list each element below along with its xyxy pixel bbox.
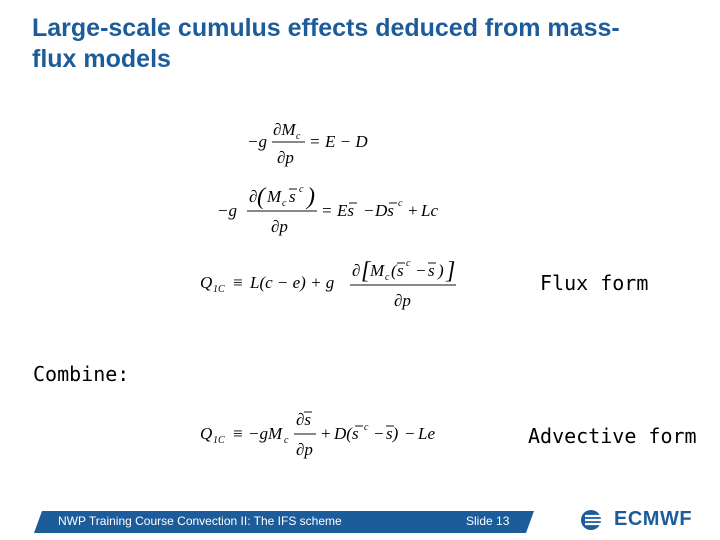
slide-title: Large-scale cumulus effects deduced from mass-flux models bbox=[32, 14, 620, 73]
svg-text:Ds: Ds bbox=[375, 201, 394, 220]
svg-text:Es: Es bbox=[337, 201, 354, 220]
equation-heat-flux bbox=[215, 178, 455, 240]
ecmwf-logo bbox=[580, 508, 692, 531]
svg-text:∂p: ∂p bbox=[271, 217, 288, 236]
svg-text:c: c bbox=[385, 272, 390, 283]
svg-text:c: c bbox=[398, 198, 403, 209]
flux-form-label: Flux form bbox=[540, 271, 649, 295]
svg-text:M: M bbox=[370, 261, 385, 280]
combine-label: Combine: bbox=[33, 362, 130, 386]
svg-text:c: c bbox=[282, 198, 287, 209]
svg-text:E − D: E − D bbox=[325, 132, 368, 151]
svg-text:c: c bbox=[296, 131, 301, 142]
svg-text:=: = bbox=[321, 201, 333, 220]
svg-text:s: s bbox=[397, 261, 404, 280]
svg-text:D(s: D(s bbox=[334, 424, 359, 443]
svg-text:(: ( bbox=[391, 261, 397, 280]
svg-text:∂: ∂ bbox=[249, 187, 258, 206]
svg-text:−g: −g bbox=[217, 201, 237, 220]
svg-text:∂p: ∂p bbox=[277, 148, 294, 167]
svg-text:+: + bbox=[320, 424, 332, 443]
equation-q1c-advective-form bbox=[200, 405, 480, 467]
svg-text:−: − bbox=[415, 261, 427, 280]
logo-text: ECMWF bbox=[614, 508, 693, 530]
svg-text:s): s) bbox=[386, 424, 399, 443]
svg-text:≡: ≡ bbox=[232, 273, 244, 292]
equation-mass-flux bbox=[245, 115, 405, 175]
svg-text:≡: ≡ bbox=[232, 424, 244, 443]
svg-text:s: s bbox=[428, 261, 435, 280]
svg-text:[: [ bbox=[361, 258, 371, 284]
equation-q1c-flux-form bbox=[200, 252, 480, 314]
svg-text:Le: Le bbox=[418, 424, 435, 443]
svg-text:Q: Q bbox=[200, 424, 213, 443]
svg-text:): ) bbox=[307, 184, 315, 210]
svg-text:Lc: Lc bbox=[421, 201, 438, 220]
svg-text:s: s bbox=[289, 187, 296, 206]
svg-text:(: ( bbox=[257, 184, 265, 210]
svg-text:]: ] bbox=[446, 258, 456, 284]
svg-text:1C: 1C bbox=[213, 284, 225, 295]
svg-text:L(c − e) + g: L(c − e) + g bbox=[250, 273, 335, 292]
svg-text:∂s: ∂s bbox=[296, 410, 312, 429]
svg-text:c: c bbox=[364, 422, 369, 433]
svg-text:−g: −g bbox=[247, 132, 267, 151]
svg-text:Q: Q bbox=[200, 273, 213, 292]
svg-text:−: − bbox=[373, 424, 385, 443]
svg-text:c: c bbox=[284, 435, 289, 446]
advective-form-label: Advective form bbox=[528, 424, 697, 448]
ecmwf-logo-icon bbox=[580, 509, 610, 531]
svg-text:−: − bbox=[404, 424, 416, 443]
svg-text:c: c bbox=[299, 184, 304, 195]
svg-text:M: M bbox=[267, 187, 282, 206]
footer-course-title: NWP Training Course Convection II: The IFS scheme bbox=[58, 514, 342, 528]
svg-text:∂M: ∂M bbox=[273, 120, 296, 139]
svg-text:): ) bbox=[438, 261, 444, 280]
svg-text:∂p: ∂p bbox=[296, 440, 313, 459]
svg-text:∂: ∂ bbox=[352, 261, 361, 280]
svg-text:=: = bbox=[309, 132, 321, 151]
svg-text:−: − bbox=[363, 201, 375, 220]
svg-text:c: c bbox=[406, 258, 411, 269]
svg-text:∂p: ∂p bbox=[394, 291, 411, 310]
svg-text:+: + bbox=[407, 201, 419, 220]
svg-text:−gM: −gM bbox=[248, 424, 283, 443]
svg-text:1C: 1C bbox=[213, 435, 225, 446]
slide-number: Slide 13 bbox=[466, 514, 510, 528]
